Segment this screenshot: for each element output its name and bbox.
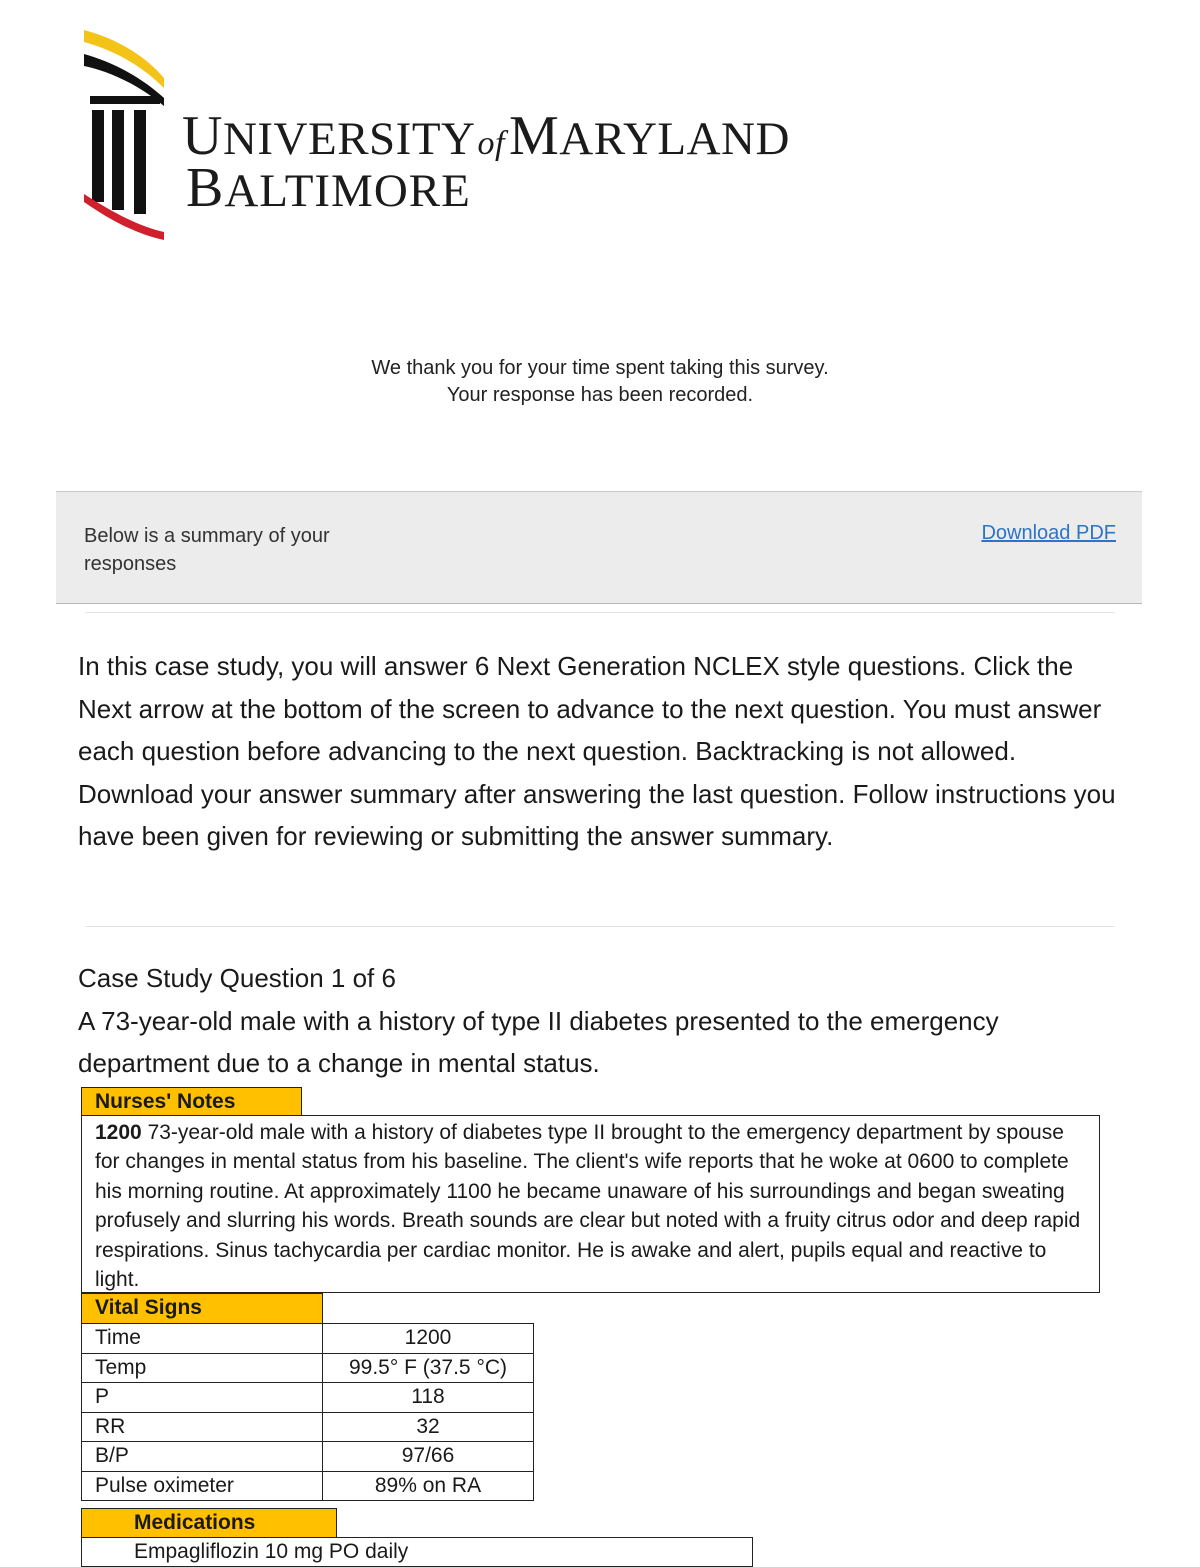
summary-label: Below is a summary of your responses <box>84 525 330 575</box>
medications-header: Medications <box>81 1508 337 1538</box>
table-row: Time 1200 <box>82 1324 534 1354</box>
thank-you-message <box>0 355 1200 409</box>
thank-you-line: We thank you for your time spent taking this survey. <box>371 357 829 379</box>
download-pdf-link[interactable]: Download PDF <box>981 522 1116 544</box>
table-row: Pulse oximeter 89% on RA <box>82 1471 534 1501</box>
medication-item: Empagliflozin 10 mg PO daily <box>81 1537 753 1567</box>
vital-signs-table <box>81 1323 534 1501</box>
nurses-notes-body <box>81 1115 1100 1293</box>
table-row: RR 32 <box>82 1412 534 1442</box>
logo-wordmark-line1: UNIVERSITYofMARYLAND <box>182 105 790 167</box>
divider <box>85 926 1115 927</box>
table-row: P 118 <box>82 1383 534 1413</box>
vital-signs-header: Vital Signs <box>81 1293 323 1324</box>
table-row: Temp 99.5° F (37.5 °C) <box>82 1353 534 1383</box>
notes-time: 1200 <box>95 1121 142 1144</box>
table-row: B/P 97/66 <box>82 1442 534 1472</box>
column-emblem-icon <box>82 26 172 246</box>
notes-text: 73-year-old male with a history of diabetes type II brought to the emergency department by spouse for changes in mental status from his baseline. The client's wife reports that he woke at 0600 to complete his morning routine. At approximately 1100 he became unaware of his surroundings and began sweating profusely and slurring his words. Breath sounds are clear but noted with a fruity citrus odor and deep rapid respirations. Sinus tachycardia per cardiac monitor. He is awake and alert, pupils equal and reactive to light. <box>95 1121 1081 1292</box>
question-title: Case Study Question 1 of 6 <box>78 963 396 993</box>
response-summary-bar <box>56 491 1142 604</box>
divider <box>85 612 1115 613</box>
intro-instructions: In this case study, you will answer 6 Next Generation NCLEX style questions. Click the Next arrow at the bottom of the screen to advance to the next question. You must answer each question before advancing to the next question. Backtracking is not allowed. Download your answer summary after answering the last question. Follow instructions you have been given for reviewing or submitting the answer summary. <box>78 651 1116 851</box>
question-stem: A 73-year-old male with a history of type II diabetes presented to the emergency department due to a change in mental status. <box>78 1006 999 1078</box>
recorded-line: Your response has been recorded. <box>446 384 754 406</box>
logo-wordmark-line2: BALTIMORE <box>186 157 471 219</box>
university-logo <box>82 26 842 246</box>
nurses-notes-header: Nurses' Notes <box>81 1087 302 1116</box>
